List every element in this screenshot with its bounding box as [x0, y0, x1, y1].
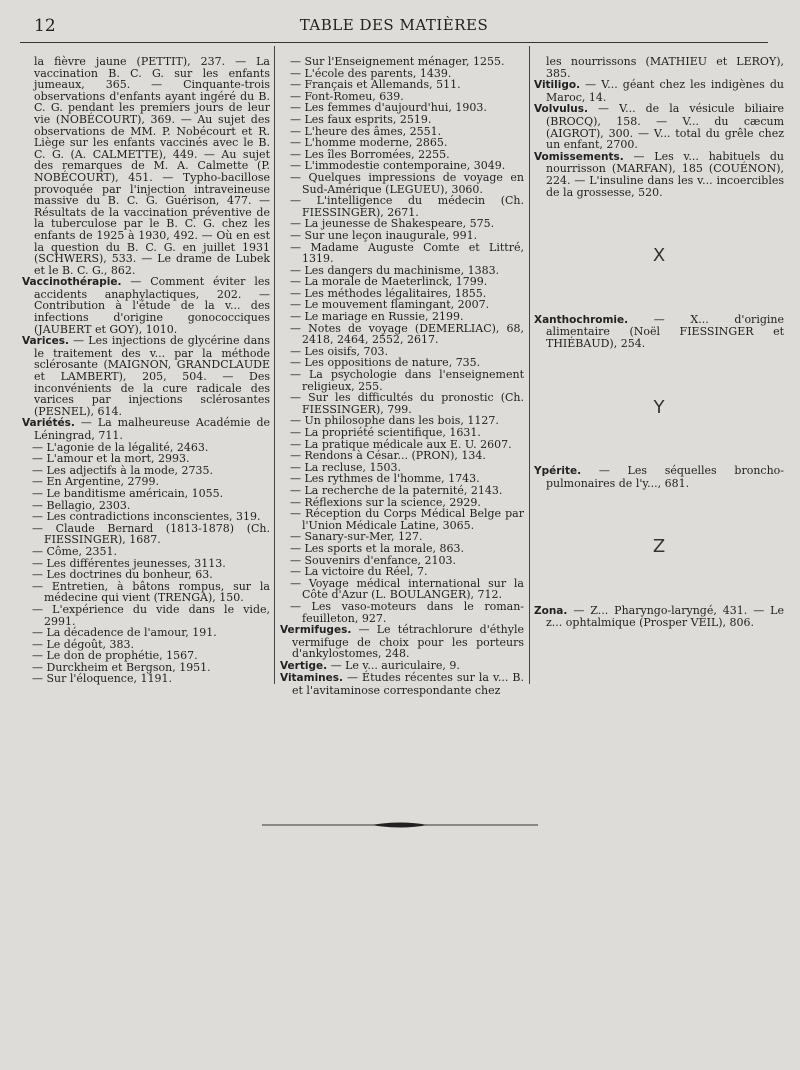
index-subentry: — Sur l'éloquence, 1191. [32, 672, 172, 686]
entry-text: — X... d'origine alimentaire (Noël FIESSINGER et THIÉBAUD), 254. [546, 312, 784, 350]
index-subentry: — Entretien, à bâtons rompus, sur la médecine qui vient (TRENGA), 150. [32, 579, 270, 605]
entry-text: — Le v... auriculaire, 9. [327, 658, 460, 672]
index-entry [22, 335, 270, 417]
index-subentry: — Sur les difficultés du pronostic (Ch. FIESSINGER), 799. [290, 391, 524, 416]
section-letter: Y [653, 396, 665, 418]
entry-heading: Vermifuges. [280, 624, 352, 637]
entry-heading: Vomissements. [534, 150, 624, 163]
index-entry [280, 672, 524, 696]
index-subentry: — Sur une leçon inaugurale, 991. [290, 228, 478, 242]
entry-heading: Vaccinothérapie. [22, 276, 122, 289]
index-subentry: — Souvenirs d'enfance, 2103. [290, 553, 456, 567]
index-subentry: — L'homme moderne, 2865. [290, 136, 448, 150]
entry-text: — Les séquelles broncho-pulmonaires de l'y..., 681. [546, 464, 784, 490]
index-subentry: — L'expérience du vide dans le vide, 2991. [32, 602, 270, 628]
entry-text: — La malheureuse Académie de Léningrad, 711. [34, 416, 270, 442]
index-subentry: — La victoire du Réel, 7. [290, 565, 428, 579]
entry-text: — V... géant chez les indigènes du Maroc, 14. [546, 78, 784, 104]
index-subentry: — Les méthodes légalitaires, 1855. [290, 286, 487, 300]
index-continuation: la fièvre jaune (PETTIT), 237. — La vaccination B. C. G. sur les enfants jumeaux, 365. — Cinquante-trois observations d'enfants ayant ingéré du B. C. G. pendant les premiers jours de leur vie (NOBÉCOURT), 369. — Au sujet des observations de MM. P. Nobécourt et R. Liège sur les enfants vaccinés avec le B. C. G. (A. CALMETTE), 449. — Au sujet des remarques de M. A. Calmette (P. NOBÉCOURT), 451. — Typho-bacillose provoquée par l'injection intraveineuse massive du B. C. G. Guérison, 477. — Résultats de la vaccination préventive de la tuberculose par le B. C. G. chez les enfants de 1925 à 1930, 492. — Où en est la question du B. C. G. en juillet 1931 (SCHWERS), 533. — Le drame de Lubek et le B. C. G., 862. [34, 55, 270, 277]
index-entry [22, 417, 270, 441]
index-subentry: — L'école des parents, 1439. [290, 66, 452, 80]
index-continuation: les nourrissons (MATHIEU et LEROY), 385. [546, 55, 784, 80]
entry-text: — Études récentes sur la v... B. et l'avitaminose correspondante chez [292, 671, 524, 698]
index-entry [534, 103, 784, 150]
index-subentry: — Les oppositions de nature, 735. [290, 356, 481, 370]
index-subentry: — L'intelligence du médecin (Ch. FIESSINGER), 2671. [290, 194, 524, 219]
page-number: 12 [34, 16, 56, 36]
index-subentry: — Le don de prophétie, 1567. [32, 649, 198, 663]
index-subentry: — Quelques impressions de voyage en Sud-Amérique (LEGUEU), 3060. [290, 170, 524, 196]
index-column-2 [280, 56, 524, 697]
index-subentry: — Les contradictions inconscientes, 319. [32, 510, 261, 524]
index-subentry: — Un philosophe dans les bois, 1127. [290, 414, 499, 428]
entry-heading: Xanthochromie. [534, 313, 629, 326]
index-subentry: — Le dégoût, 383. [32, 637, 135, 651]
index-subentry: — Notes de voyage (DEMERLIAC), 68, 2418, 2464, 2552, 2617. [290, 321, 524, 347]
header-rule [20, 42, 768, 43]
column-divider [529, 46, 530, 684]
entry-text: — Z... Pharyngo-laryngé, 431. — Le z... ophtalmique (Prosper VEIL), 806. [546, 603, 784, 630]
entry-heading: Vitiligo. [534, 79, 581, 92]
index-subentry: — Le mouvement flamingant, 2007. [290, 298, 490, 312]
entry-text: — Le tétrachlorure d'éthyle vermifuge de choix pour les porteurs d'ankylostomes, 248. [292, 623, 524, 661]
index-subentry: — La psychologie dans l'enseignement religieux, 255. [290, 368, 524, 393]
index-subentry: — L'heure des âmes, 2551. [290, 124, 442, 138]
entry-heading: Ypérite. [534, 465, 582, 478]
index-subentry: — Voyage médical international sur la Côte d'Azur (L. BOULANGER), 712. [290, 576, 524, 602]
index-subentry: — L'immodestie contemporaine, 3049. [290, 159, 506, 173]
end-ornament [262, 820, 538, 830]
section-letter: Z [652, 536, 666, 558]
index-column-3 [534, 56, 784, 629]
index-subentry: — Réception du Corps Médical Belge par l'Union Médicale Latine, 3065. [290, 507, 524, 532]
index-subentry: — Les sports et la morale, 863. [290, 541, 464, 555]
index-entry [534, 79, 784, 103]
section-letter: X [652, 245, 666, 267]
index-subentry: — La décadence de l'amour, 191. [32, 626, 217, 640]
index-entry [534, 314, 784, 350]
index-subentry: — Les oisifs, 703. [290, 344, 388, 358]
index-subentry: — La jeunesse de Shakespeare, 575. [290, 217, 495, 231]
index-subentry: — Rendons à César... (PRON), 134. [290, 449, 486, 463]
running-title: TABLE DES MATIÈRES [299, 16, 489, 34]
index-subentry: — Les faux esprits, 2519. [290, 112, 432, 126]
index-subentry: — La propriété scientifique, 1631. [290, 426, 481, 439]
index-subentry: — L'agonie de la légalité, 2463. [32, 440, 209, 454]
index-subentry: — Les rythmes de l'homme, 1743. [290, 472, 480, 486]
index-subentry: — Bellagio, 2303. [32, 498, 131, 512]
entry-heading: Zona. [534, 604, 568, 617]
index-subentry: — L'amour et la mort, 2993. [32, 452, 190, 466]
index-subentry: — Claude Bernard (1813-1878) (Ch. FIESSINGER), 1687. [32, 521, 270, 547]
index-entry [22, 276, 270, 335]
entry-text: — Comment éviter les accidents anaphylactiques, 202. — Contribution à l'étude de la v... des infections d'origine gonococciques (JAUBERT et GOY), 1010. [34, 275, 270, 336]
index-subentry: — En Argentine, 2799. [32, 475, 159, 489]
index-subentry: — Le mariage en Russie, 2199. [290, 310, 464, 324]
entry-text: — Les v... habituels du nourrisson (MARFAN), 185 (COUÉNON), 224. — L'insuline dans les v... incoercibles de la grossesse, 520. [546, 149, 784, 199]
entry-text: — V... de la vésicule biliaire (BROCQ), 158. — V... du cæcum (AIGROT), 300. — V... total du grêle chez un enfant, 2700. [546, 102, 784, 152]
index-entry [534, 151, 784, 198]
index-column-1 [22, 56, 270, 685]
column-divider [274, 46, 275, 684]
entry-heading: Volvulus. [534, 103, 588, 116]
entry-heading: Vitamines. [280, 672, 344, 685]
index-subentry: — La recluse, 1503. [290, 460, 402, 474]
index-subentry: — Les îles Borromées, 2255. [290, 147, 450, 161]
entry-text: — Les injections de glycérine dans le traitement des v... par la méthode sclérosante (MAIGNON, GRANDCLAUDE et LAMBERT), 205, 504. — Des inconvénients de la cure radicale des varices par injections sclérosantes (PESNEL), 614. [34, 334, 270, 418]
entry-heading: Varices. [22, 335, 69, 348]
index-subentry: — Les différentes jeunesses, 3113. [32, 556, 226, 570]
index-entry [280, 624, 524, 660]
index-subentry: — Les adjectifs à la mode, 2735. [32, 463, 214, 477]
entry-heading: Vertige. [280, 659, 328, 672]
index-entry [534, 605, 784, 629]
index-subentry: — La morale de Maeterlinck, 1799. [290, 275, 488, 289]
index-subentry: — Sur l'Enseignement ménager, 1255. [290, 55, 505, 68]
index-subentry: — Madame Auguste Comte et Littré, 1319. [290, 240, 524, 266]
page-header [20, 14, 768, 40]
index-subentry: — Les femmes d'aujourd'hui, 1903. [290, 101, 487, 115]
index-subentry: — Sanary-sur-Mer, 127. [290, 530, 423, 544]
index-subentry: — Français et Allemands, 511. [290, 78, 461, 92]
index-subentry: — Côme, 2351. [32, 544, 117, 558]
index-subentry: — Le banditisme américain, 1055. [32, 486, 224, 500]
index-subentry: — Durckheim et Bergson, 1951. [32, 660, 211, 674]
entry-heading: Variétés. [22, 417, 75, 430]
index-subentry: — Les doctrines du bonheur, 63. [32, 568, 213, 582]
index-subentry: — Réflexions sur la science, 2929. [290, 495, 481, 509]
index-subentry: — Font-Romeu, 639. [290, 89, 404, 103]
index-subentry: — Les vaso-moteurs dans le roman-feuilleton, 927. [290, 599, 524, 625]
index-subentry: — Les dangers du machinisme, 1383. [290, 263, 500, 277]
index-entry [534, 465, 784, 489]
index-subentry: — La recherche de la paternité, 2143. [290, 483, 503, 497]
index-subentry: — La pratique médicale aux E. U. 2607. [290, 437, 512, 451]
